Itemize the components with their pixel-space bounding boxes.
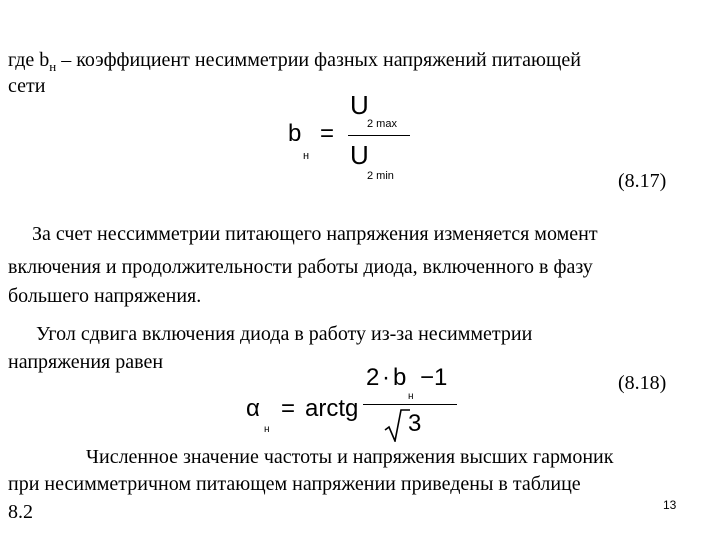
formula1-fraction-bar bbox=[348, 135, 410, 136]
paragraph-harmonics-line2: при несимметричном питающем напряжении приведены в таблице bbox=[8, 473, 581, 495]
formula2-numerator-2: 2 bbox=[366, 364, 380, 391]
subscript-n: н bbox=[49, 59, 57, 74]
formula2-arctg: arctg bbox=[305, 395, 359, 422]
formula2-lhs-sub: н bbox=[264, 424, 270, 435]
formula2-numerator-b-sub: н bbox=[408, 391, 414, 402]
formula1-denominator-sub: 2 min bbox=[367, 170, 394, 182]
formula2-fraction-bar bbox=[363, 404, 457, 405]
formula2-equals: = bbox=[281, 395, 296, 422]
formula2-numerator-b: b bbox=[393, 364, 407, 391]
square-root-icon bbox=[384, 408, 410, 442]
formula1-numerator-sub: 2 max bbox=[367, 118, 397, 130]
paragraph-asymmetry-line2: включения и продолжительности работы диода, включенного в фазу bbox=[8, 256, 593, 278]
paragraph-angle-line1: Угол сдвига включения диода в работу из-за несимметрии bbox=[36, 323, 533, 345]
formula2-numerator-minus: −1 bbox=[420, 364, 448, 391]
paragraph-definition-line2: сети bbox=[8, 75, 46, 97]
paragraph-harmonics-line1: Численное значение частоты и напряжения высших гармоник bbox=[86, 446, 614, 468]
paragraph-harmonics-line3: 8.2 bbox=[8, 501, 33, 523]
formula2-denominator: 3 bbox=[408, 410, 422, 437]
formula1-numerator: U bbox=[350, 90, 369, 120]
page-number: 13 bbox=[663, 498, 677, 512]
paragraph-angle-line2: напряжения равен bbox=[8, 351, 164, 373]
text-prefix: где b bbox=[8, 49, 50, 71]
text-suffix: – коэффициент несимметрии фазных напряжений питающей bbox=[56, 49, 581, 71]
formula2-numerator-dot: · bbox=[382, 364, 390, 391]
formula1-number: (8.17) bbox=[618, 170, 667, 192]
formula1-denominator: U bbox=[350, 140, 369, 170]
formula2-number: (8.18) bbox=[618, 372, 667, 394]
formula2-lhs-alpha: α bbox=[246, 395, 260, 422]
paragraph-definition-line1 bbox=[8, 48, 581, 79]
paragraph-asymmetry-line3: большего напряжения. bbox=[8, 285, 202, 307]
formula1-lhs: b bbox=[288, 120, 302, 147]
formula1-lhs-sub: н bbox=[303, 150, 310, 162]
formula1-equals: = bbox=[320, 120, 335, 147]
paragraph-asymmetry-line1: За счет нессимметрии питающего напряжения изменяется момент bbox=[32, 223, 598, 245]
